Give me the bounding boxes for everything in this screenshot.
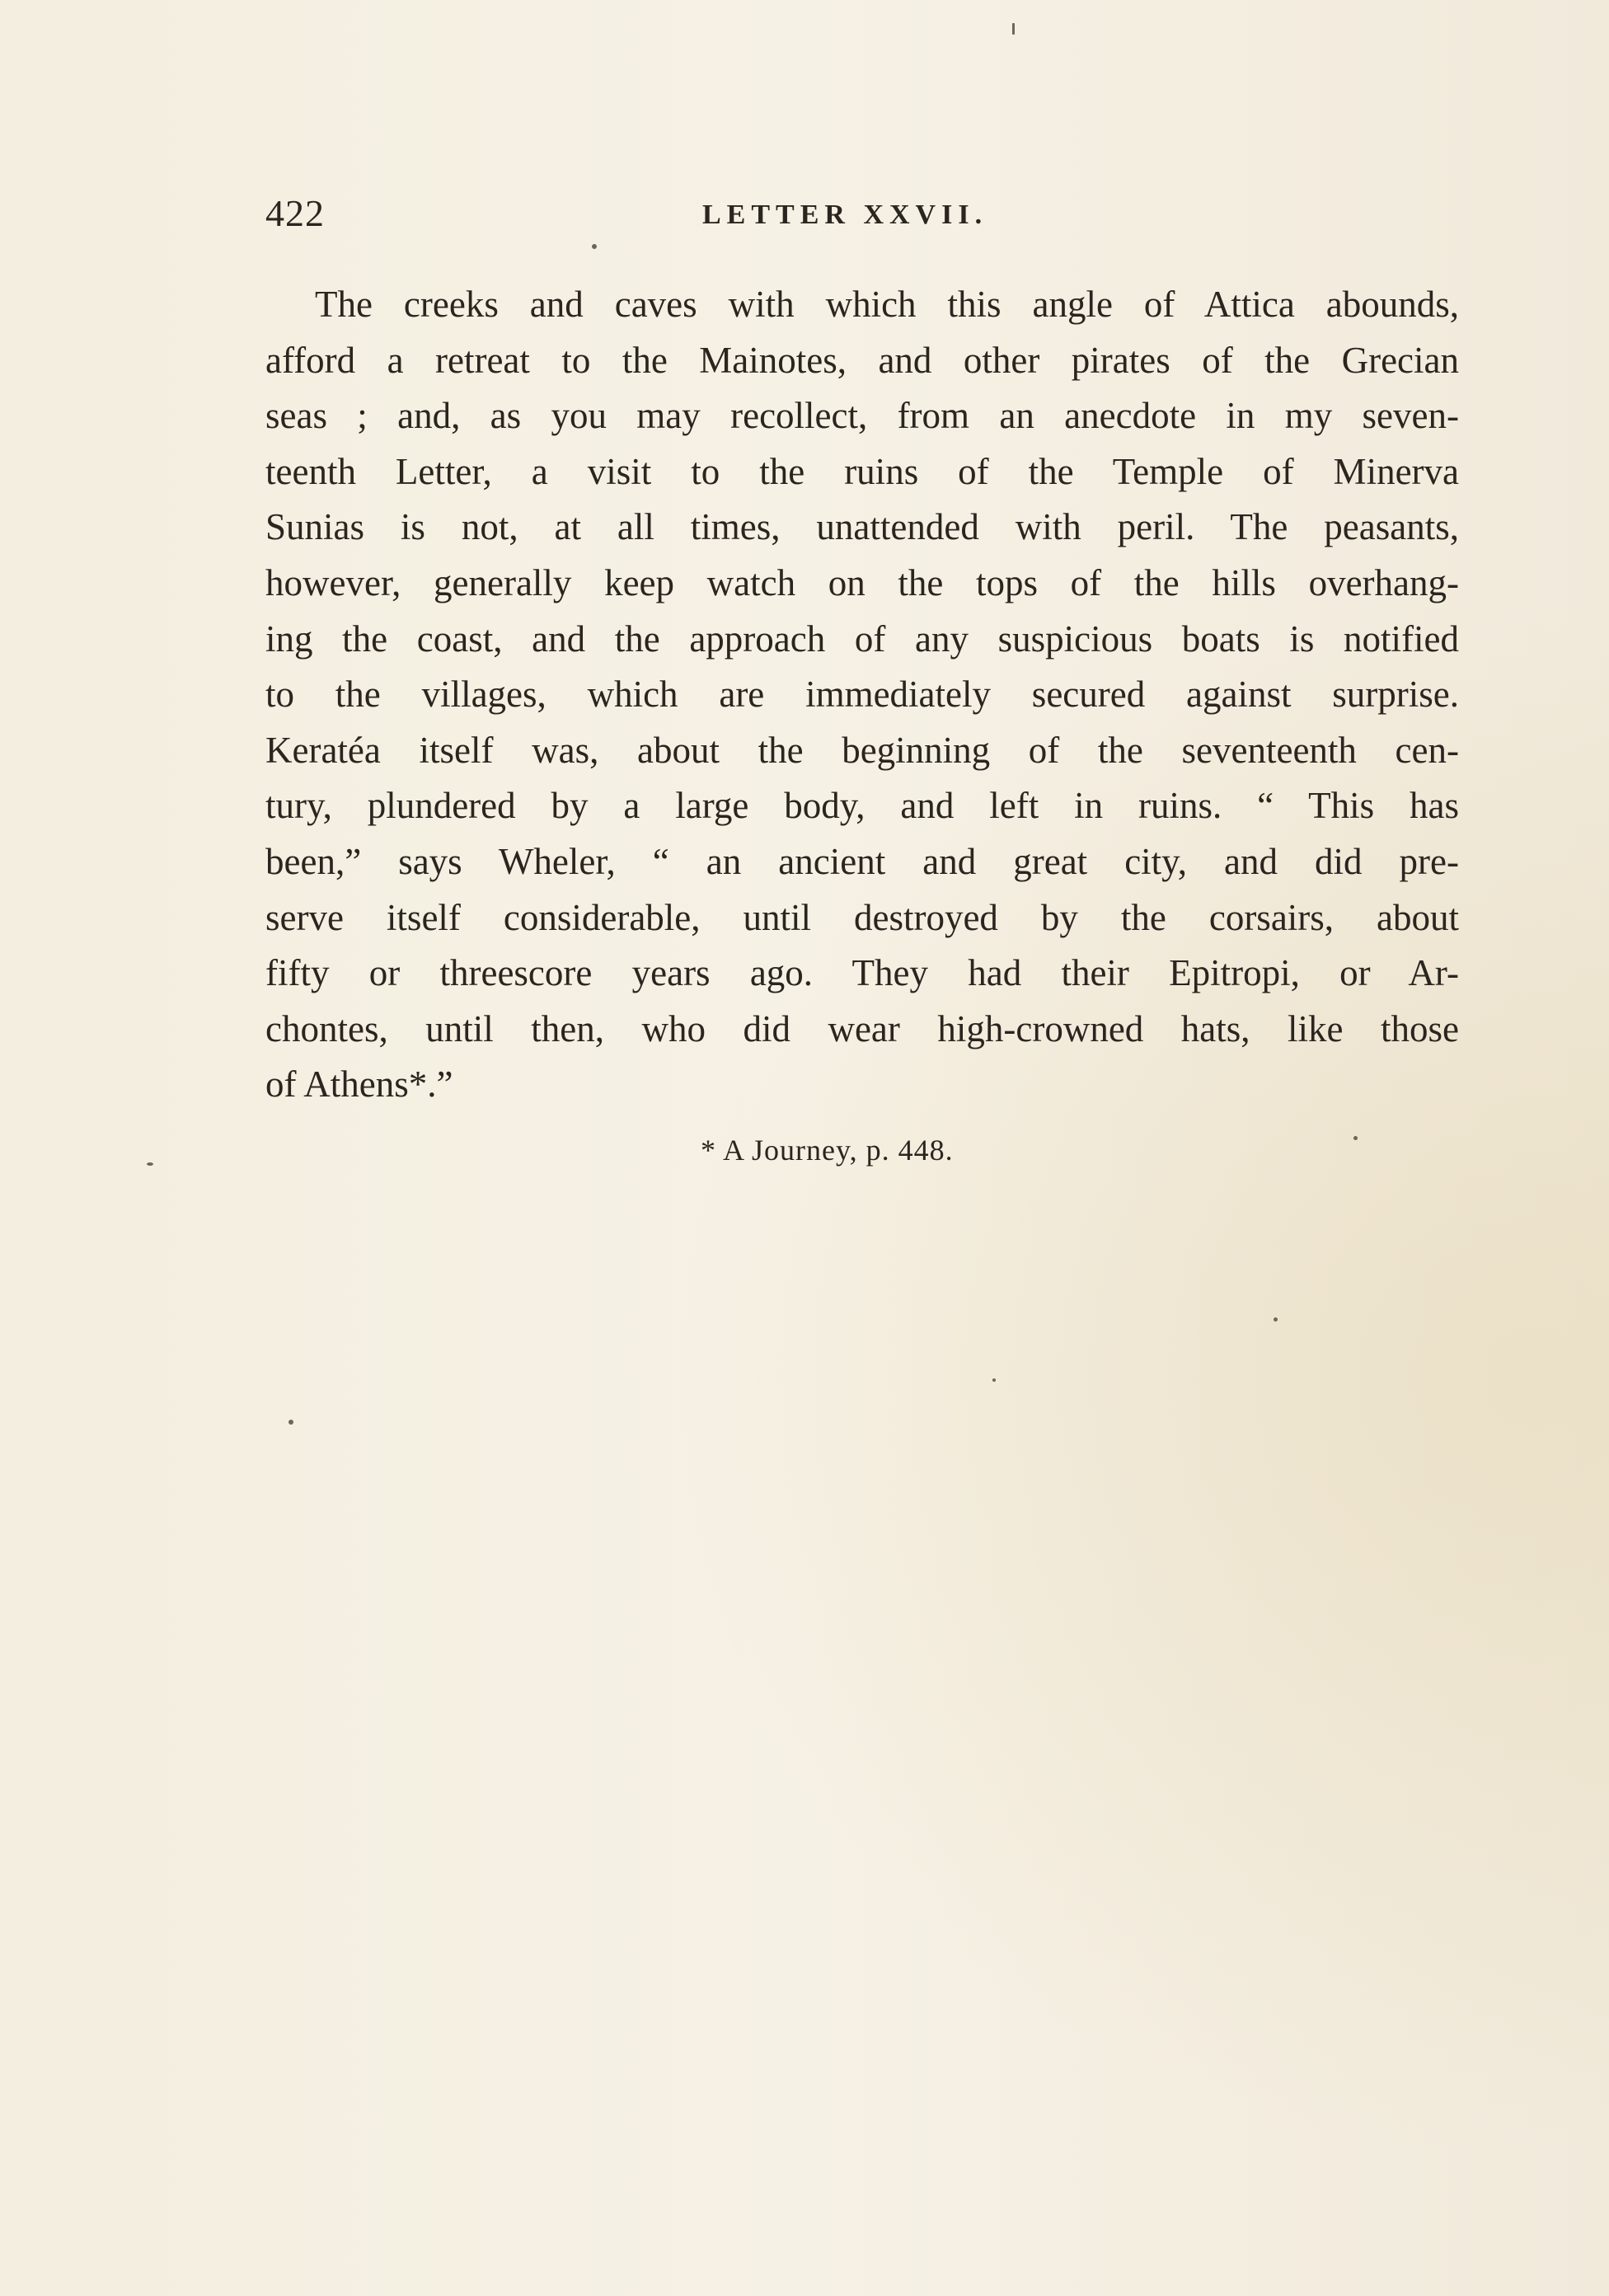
running-head: LETTER XXVII. xyxy=(702,200,988,230)
paper-speck xyxy=(1353,1136,1358,1140)
page-header xyxy=(265,191,1452,249)
paper-speck xyxy=(592,244,597,249)
body-paragraph xyxy=(265,277,1459,1113)
text-line: been,” says Wheler, “ an ancient and great city, and did pre- xyxy=(265,840,1459,882)
text-line: ing the coast, and the approach of any suspicious boats is notified xyxy=(265,617,1459,660)
text-line: Keratéa itself was, about the beginning of the seventeenth cen- xyxy=(265,729,1459,771)
text-line: Sunias is not, at all times, unattended with peril. The peasants, xyxy=(265,506,1459,548)
paper-speck xyxy=(288,1420,293,1425)
page-number: 422 xyxy=(265,192,325,234)
text-line: chontes, until then, who did wear high-crowned hats, like those xyxy=(265,1007,1459,1049)
paper-speck xyxy=(1274,1317,1278,1322)
text-line: serve itself considerable, until destroyed by the corsairs, about xyxy=(265,896,1459,938)
paper-speck xyxy=(147,1162,153,1166)
text-line: to the villages, which are immediately secured against surprise. xyxy=(265,674,1459,716)
text-line: afford a retreat to the Mainotes, and other pirates of the Grecian xyxy=(265,339,1459,381)
text-line: however, generally keep watch on the tops of the hills overhang- xyxy=(265,561,1459,603)
footnote: * A Journey, p. 448. xyxy=(701,1134,954,1167)
text-line: of Athens*.” xyxy=(265,1063,453,1106)
text-line: teenth Letter, a visit to the ruins of the Temple of Minerva xyxy=(265,450,1459,492)
text-line: seas ; and, as you may recollect, from an anecdote in my seven- xyxy=(265,395,1459,437)
text-line: fifty or threescore years ago. They had their Epitropi, or Ar- xyxy=(265,952,1459,994)
paper-speck xyxy=(1012,23,1015,35)
paper-speck xyxy=(992,1378,996,1382)
text-line: The creeks and caves with which this angle of Attica abounds, xyxy=(315,284,1459,325)
text-line: tury, plundered by a large body, and left in ruins. “ This has xyxy=(265,785,1459,827)
